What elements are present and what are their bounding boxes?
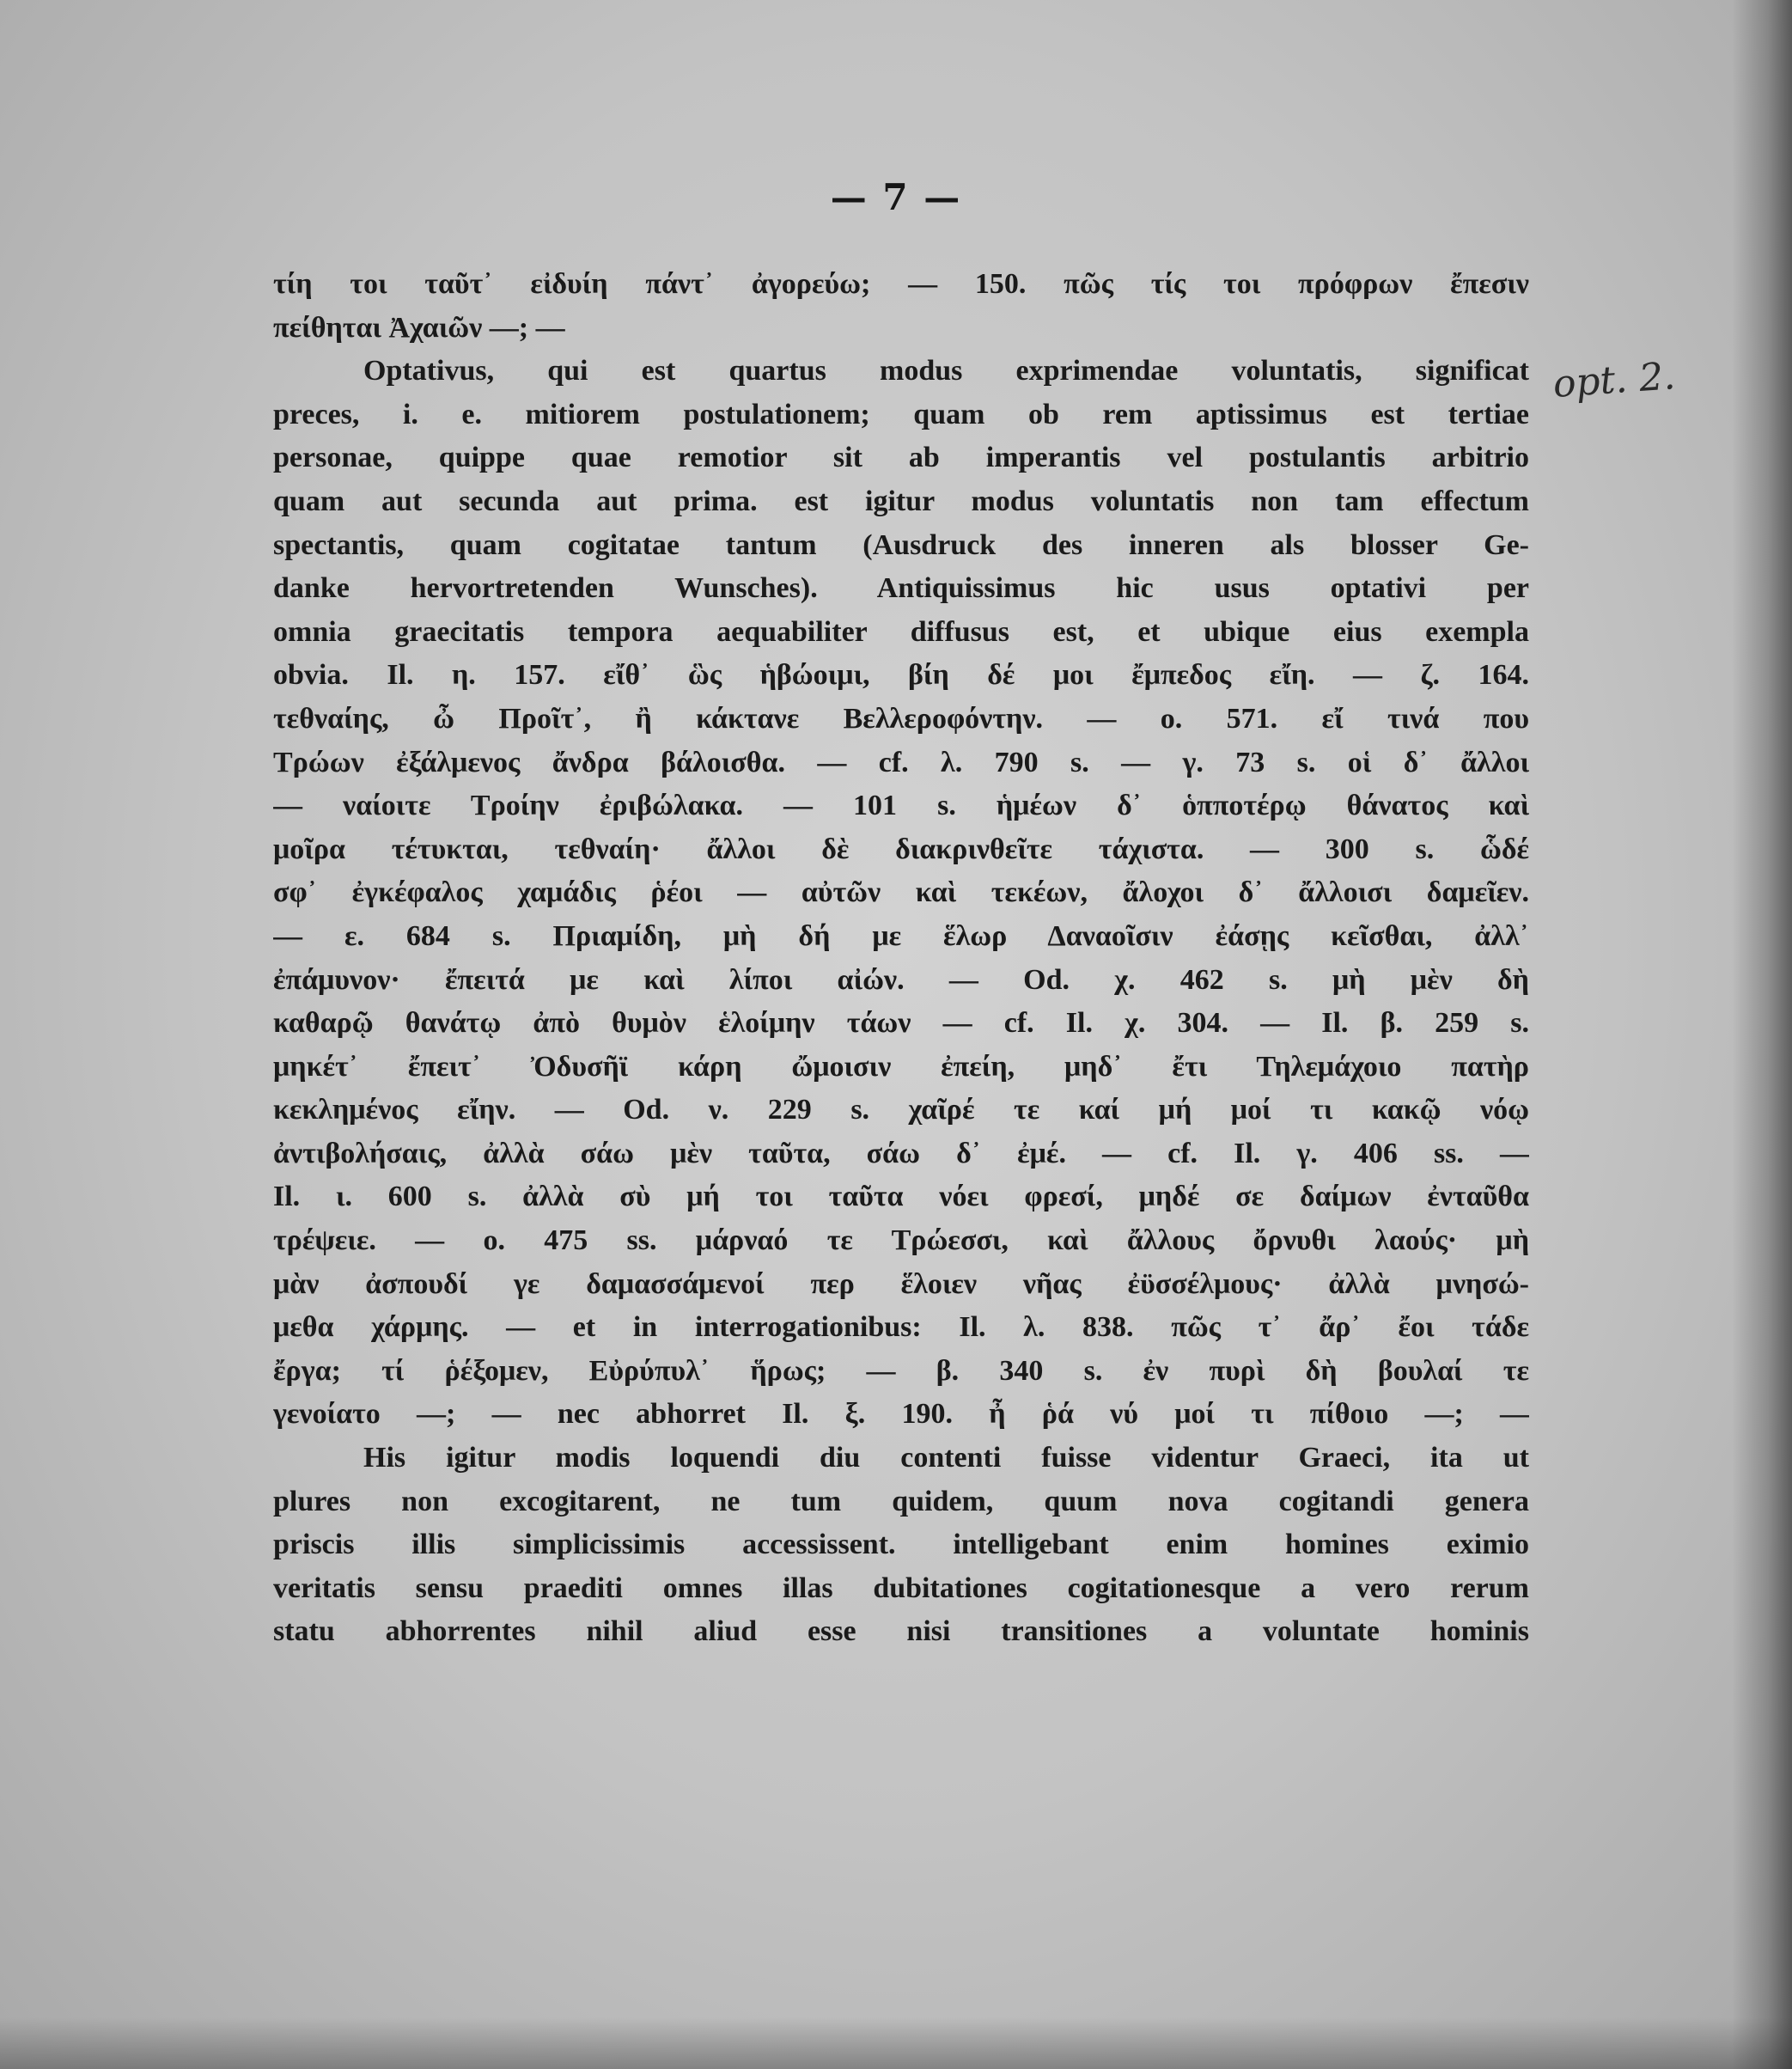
text-line: τρέψειε. — ο. 475 ss. μάρναό τε Τρώεσσι, καὶ ἄλλους ὄρνυθι λαούς· μὴ bbox=[273, 1224, 1529, 1257]
text-line: ἔργα; τί ῥέξομεν, Εὐρύπυλ᾽ ἥρως; — β. 340 s. ἐν πυρὶ δὴ βουλαί τε bbox=[273, 1354, 1529, 1387]
text-line: veritatis sensu praediti omnes illas dubitationes cogitationesque a vero rerum bbox=[273, 1572, 1529, 1604]
page-bottom-shadow bbox=[0, 2017, 1792, 2069]
text-line: Optativus, qui est quartus modus exprimendae voluntatis, significat bbox=[363, 355, 1529, 388]
text-line: ἐπάμυνον· ἔπειτά με καὶ λίποι αἰών. — Od. χ. 462 s. μὴ μὲν δὴ bbox=[273, 963, 1529, 996]
text-line: plures non excogitarent, ne tum quidem, quum nova cogitandi genera bbox=[273, 1485, 1529, 1517]
text-line: τίη τοι ταῦτ᾽ εἰδυίη πάντ᾽ ἀγορεύω; — 150. πῶς τίς τοι πρόφρων ἔπεσιν bbox=[273, 268, 1529, 300]
text-line: μηκέτ᾽ ἔπειτ᾽ Ὀδυσῆϊ κάρη ὤμοισιν ἐπείη, μηδ᾽ ἔτι Τηλεμάχοιο πατὴρ bbox=[273, 1050, 1529, 1083]
text-line: preces, i. e. mitiorem postulationem; quam ob rem aptissimus est tertiae bbox=[273, 398, 1529, 430]
text-line: κεκλημένος εἴην. — Od. ν. 229 s. χαῖρέ τε καί μή μοί τι κακῷ νόῳ bbox=[273, 1094, 1529, 1126]
text-line: μεθα χάρμης. — et in interrogationibus: Il. λ. 838. πῶς τ᾽ ἄρ᾽ ἔοι τάδε bbox=[273, 1311, 1529, 1344]
page-number: — 7 — bbox=[830, 176, 962, 218]
text-line: πείθηται Ἀχαιῶν —; — bbox=[273, 311, 565, 344]
text-line: spectantis, quam cogitatae tantum (Ausdruck des inneren als blosser Ge- bbox=[273, 528, 1529, 561]
text-line: γενοίατο —; — nec abhorret Il. ξ. 190. ἦ ῥά νύ μοί τι πίθοιο —; — bbox=[273, 1398, 1529, 1431]
text-line: His igitur modis loquendi diu contenti fuisse videntur Graeci, ita ut bbox=[363, 1442, 1529, 1474]
text-line: μοῖρα τέτυκται, τεθναίη· ἄλλοι δὲ διακρινθεῖτε τάχιστα. — 300 s. ὧδέ bbox=[273, 833, 1529, 865]
text-line: — ε. 684 s. Πριαμίδη, μὴ δή με ἕλωρ Δαναοῖσιν ἐάσῃς κεῖσθαι, ἀλλ᾽ bbox=[273, 919, 1529, 952]
text-line: τεθναίης, ὦ Προῖτ᾽, ἢ κάκτανε Βελλεροφόντην. — ο. 571. εἴ τινά που bbox=[273, 702, 1529, 735]
text-line: ἀντιβολήσαις, ἀλλὰ σάω μὲν ταῦτα, σάω δ᾽ ἐμέ. — cf. Il. γ. 406 ss. — bbox=[273, 1137, 1529, 1169]
text-line: danke hervortretenden Wunsches). Antiquissimus hic usus optativi per bbox=[273, 572, 1529, 605]
text-line: μὰν ἀσπουδί γε δαμασσάμενοί περ ἕλοιεν νῆας ἐϋσσέλμους· ἀλλὰ μνησώ- bbox=[273, 1267, 1529, 1300]
text-line: σφ᾽ ἐγκέφαλος χαμάδις ῥέοι — αὐτῶν καὶ τεκέων, ἄλοχοι δ᾽ ἄλλοισι δαμεῖεν. bbox=[273, 876, 1529, 909]
text-line: obvia. Il. η. 157. εἴθ᾽ ὣς ἡβώοιμι, βίη δέ μοι ἔμπεδος εἴη. — ζ. 164. bbox=[273, 659, 1529, 692]
text-line: quam aut secunda aut prima. est igitur modus voluntatis non tam effectum bbox=[273, 485, 1529, 517]
text-line: priscis illis simplicissimis accessissent. intelligebant enim homines eximio bbox=[273, 1529, 1529, 1561]
page-edge-shadow bbox=[1732, 0, 1792, 2069]
handwritten-margin-note: opt. 2. bbox=[1551, 354, 1677, 406]
text-line: — ναίοιτε Τροίην ἐριβώλακα. — 101 s. ἡμέων δ᾽ ὁπποτέρῳ θάνατος καὶ bbox=[273, 790, 1529, 822]
text-line: Τρώων ἐξάλμενος ἄνδρα βάλοισθα. — cf. λ. 790 s. — γ. 73 s. οἱ δ᾽ ἄλλοι bbox=[273, 746, 1529, 778]
text-line: statu abhorrentes nihil aliud esse nisi transitiones a voluntate hominis bbox=[273, 1615, 1529, 1648]
text-line: Il. ι. 600 s. ἀλλὰ σὺ μή τοι ταῦτα νόει φρεσί, μηδέ σε δαίμων ἐνταῦθα bbox=[273, 1181, 1529, 1213]
text-line: omnia graecitatis tempora aequabiliter diffusus est, et ubique eius exempla bbox=[273, 615, 1529, 648]
text-line: personae, quippe quae remotior sit ab imperantis vel postulantis arbitrio bbox=[273, 442, 1529, 474]
body-text bbox=[273, 263, 1529, 1654]
text-line: καθαρῷ θανάτῳ ἀπὸ θυμὸν ἑλοίμην τάων — cf. Il. χ. 304. — Il. β. 259 s. bbox=[273, 1007, 1529, 1040]
